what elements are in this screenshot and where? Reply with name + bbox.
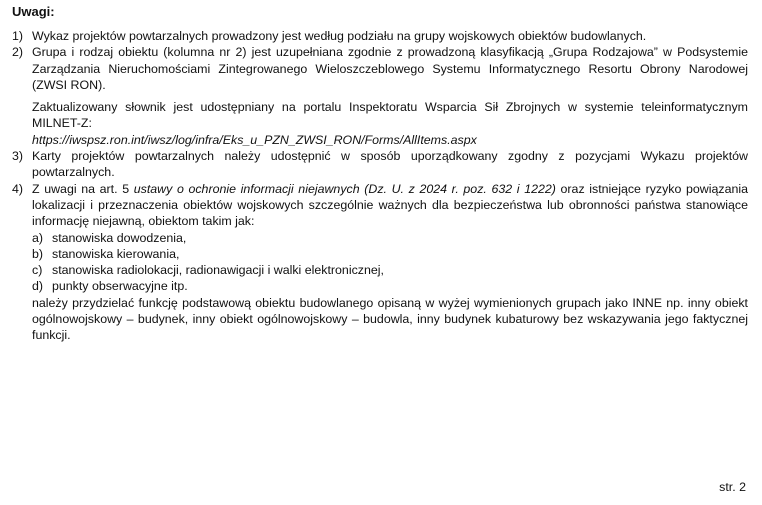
sub-item-text: punkty obserwacyjne itp. [52,279,188,294]
sub-item-letter: c) [32,263,43,278]
note-number: 3) [12,149,24,164]
note-number: 1) [12,29,24,43]
note-item-2 [12,44,748,148]
sub-item-a [32,230,748,246]
note-extra-text: Zaktualizowany słownik jest udostępniany na portalu Inspektoratu Wsparcia Sił Zbrojnych w systemie teleinformatycznym MILNET-Z: [32,100,748,131]
sub-item-c [32,262,748,278]
note-number: 2) [12,45,24,60]
sub-item-letter: b) [32,246,44,261]
notes-heading: Uwagi: [12,4,55,19]
note-text: Wykaz projektów powtarzalnych prowadzony jest według podziału na grupy wojskowych obiektów budowlanych. [32,29,647,43]
sub-item-b [32,246,748,262]
sub-item-d [32,278,748,294]
sub-item-text: stanowiska dowodzenia, [52,230,187,245]
notes-list [12,28,748,344]
portal-url: https://iwspsz.ron.int/iwsz/log/infra/Eks_u_PZN_ZWSI_RON/Forms/AllItems.aspx [32,132,477,147]
note-closing-text: należy przydzielać funkcję podstawową obiektu budowlanego opisaną w wyżej wymienionych grupach jako INNE np. inny obiekt ogólnowojskowy – budynek, inny obiekt ogólnowojskowy – budowla, inny budynek kubaturowy bez wskazywania jego faktycznej funkcji. [32,295,748,343]
note-item-3 [12,148,748,181]
sub-item-letter: a) [32,230,44,245]
law-citation: ustawy o ochronie informacji niejawnych (Dz. U. z 2024 r. poz. 632 i 1222) [133,181,556,196]
note-item-1 [12,28,748,44]
note-number: 4) [12,181,24,196]
note-text: Karty projektów powtarzalnych należy udostępnić w sposób uporządkowany zgodny z pozycjami Wykazu projektów powtarzalnych. [32,149,748,180]
sub-item-text: stanowiska kierowania, [52,246,180,261]
note-text-after: oraz istniejące ryzyko powiązania lokalizacji i przeznaczenia obiektów wojskowych szczególnie ważnych dla bezpieczeństwa lub obronności państwa stanowiące informację niejawną, obiektom takim jak: [32,181,749,229]
page-number: str. 2 [719,479,746,494]
note-text: Grupa i rodzaj obiektu (kolumna nr 2) jest uzupełniana zgodnie z prowadzoną klasyfikacją „Grupa Rodzajowa” w Podsystemie Zarządzania Nieruchomościami Zintegrowanego Wieloszczeblowego Systemu Informatycznego Resortu Obrony Narodowej (ZWSI RON). [32,45,748,92]
sub-item-text: stanowiska radiolokacji, radionawigacji i walki elektronicznej, [52,263,384,278]
note-item-4 [12,181,748,344]
note-text-before: Z uwagi na art. 5 [32,181,134,196]
sub-item-letter: d) [32,279,44,294]
note-text [32,181,748,230]
